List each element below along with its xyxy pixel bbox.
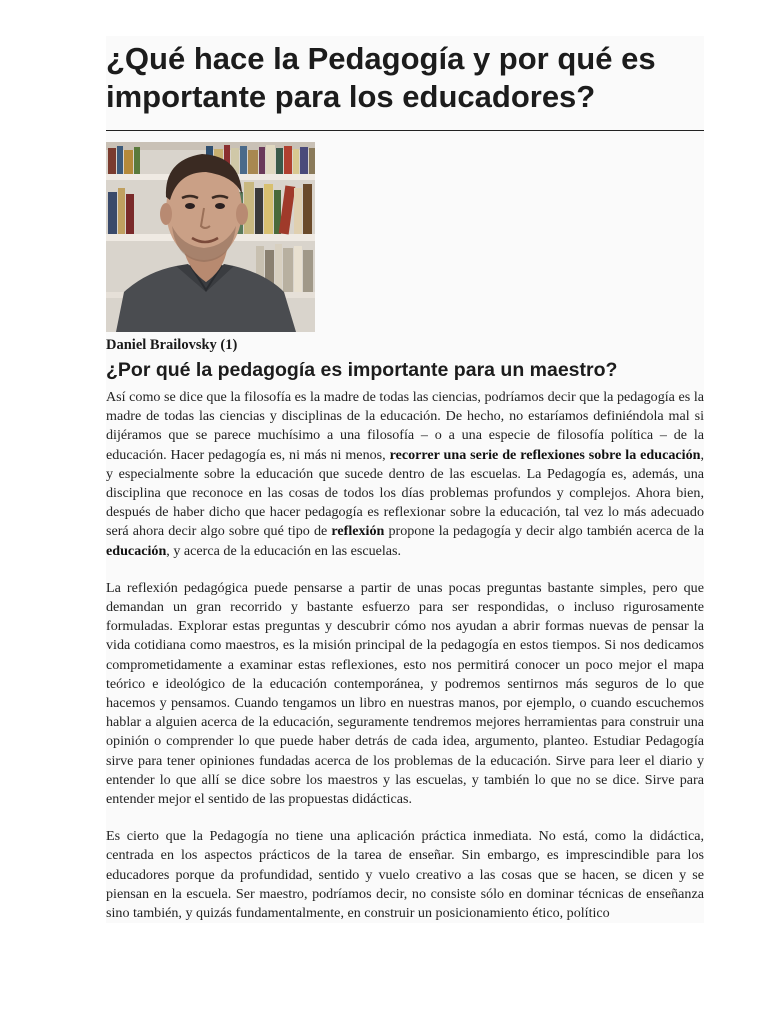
paragraph-1-bold-3: educación [106, 542, 167, 559]
section-heading: ¿Por qué la pedagogía es importante para un maestro? [106, 359, 618, 381]
paragraph-1-bold-1: recorrer una serie de reflexiones sobre la educación [389, 446, 701, 463]
paragraph-1-text-3: propone la pedagogía y decir algo también acerca de la [384, 523, 704, 540]
paragraph-spacer [106, 809, 704, 827]
article-title: ¿Qué hace la Pedagogía y por qué es importante para los educadores? [106, 36, 704, 131]
paragraph-1-text-4: , y acerca de la educación en las escuelas. [166, 542, 402, 559]
paragraph-1-text-2: , y especialmente sobre la educación que sucede dentro de las escuelas. La Pedagogía es, además, una disciplina que reconoce en las cosas de todos los días problemas profundos y complejos. Ahora bien, después de haber dicho que hacer pedagogía es reflexionar sobre la educación, tal vez lo más adecuado será ahora decir algo sobre qué tipo de [106, 446, 704, 540]
paragraph-1-text-1: Así como se dice que la filosofía es la madre de todas las ciencias, podríamos decir que la pedagogía es la madre de todas las ciencias y disciplinas de la educación. De hecho, no estaríamos definiéndola mal si dijéramos que se parece muchísimo a una filosofía – o a una especie de filosofía política – de la educación. Hacer pedagogía es, ni más ni menos, [106, 389, 704, 463]
paragraph-spacer [106, 561, 704, 579]
paragraph-2: La reflexión pedagógica puede pensarse a partir de unas pocas preguntas bastante simples, pero que demandan un gran recorrido y bastante esfuerzo para ser respondidas, o incluso rigurosamente formuladas. Explorar estas preguntas y descubrir cómo nos ayudan a abrir formas nuevas de pensar la vida cotidiana como maestros, es la misión principal de la pedagogía en estos tiempos. Si nos dedicamos comprometidamente a examinar estas reflexiones, esto nos permitirá conocer un poco mejor el mapa teórico e ideológico de la educación contemporánea, y podremos sentirnos más seguros de lo que hacemos y pensamos. Cuando tengamos un libro en nuestras manos, por ejemplo, o cuando escuchemos hablar a alguien acerca de la educación, seguramente tendremos mejores herramientas para construir una opinión o comprender lo que puede haber detrás de cada idea, argumento, planteo. Estudiar Pedagogía sirve para tener opiniones fundadas acerca de los problemas de la educación. Sirve para leer el diario y entender lo que allí se dice sobre los maestros y las escuelas, y también lo que no se dice. Sirve para entender mejor el sentido de las propuestas didácticas. [106, 579, 704, 808]
paragraph-1-bold-2: reflexión [331, 523, 385, 540]
author-photo [106, 142, 315, 332]
paragraph-3-container [106, 827, 704, 923]
article-body [106, 36, 704, 923]
paragraph-3: Es cierto que la Pedagogía no tiene una aplicación práctica inmediata. No está, como la didáctica, centrada en los aspectos prácticos de la tarea de enseñar. Sin embargo, es imprescindible para los educadores porque da profundidad, sentido y vuelo creativo a las cosas que se hacen, se dicen y se piensan en la escuela. Ser maestro, podríamos decir, no consiste sólo en dominar técnicas de enseñanza sino también, y quizás fundamentalmente, en construir un posicionamiento ético, político [106, 828, 704, 922]
paragraph-1 [106, 388, 704, 561]
photo-caption: Daniel Brailovsky (1) [106, 337, 238, 353]
